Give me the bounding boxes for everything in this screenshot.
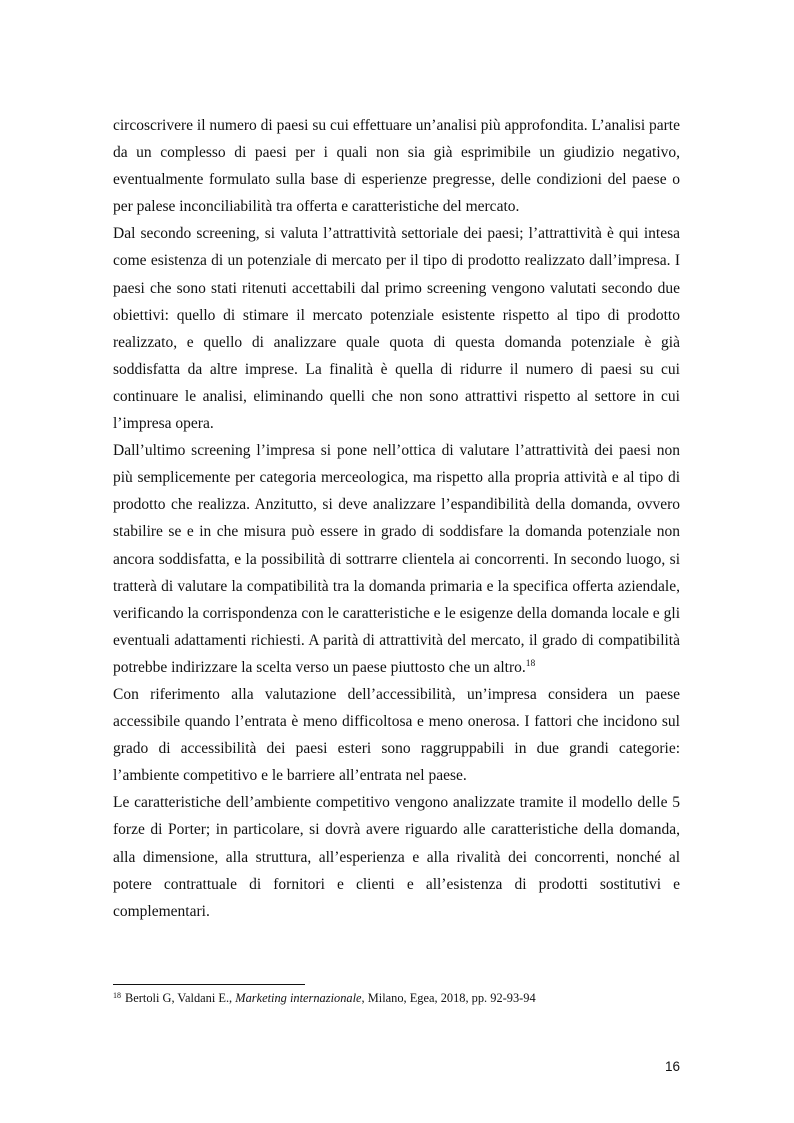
footnote-publication: , Milano, Egea, 2018, pp. 92-93-94 [361,991,536,1005]
paragraph-3-text: Dall’ultimo screening l’impresa si pone nell’ottica di valutare l’attrattività dei paesi non più semplicemente per categoria merceologica, ma rispetto alla propria attività e al tipo di prodotto che realizza. Anzitutto, si deve analizzare l’espandibilità della domanda, ovvero stabilire se e in che misura può essere in grado di soddisfare la domanda potenziale non ancora soddisfatta, e la possibilità di sottrarre clientela ai concorrenti. In secondo luogo, si tratterà di valutare la compatibilità tra la domanda primaria e la specifica offerta aziendale, verificando la corrispondenza con le caratteristiche e le esigenze della domanda locale e gli eventuali adattamenti richiesti. A parità di attrattività del mercato, il grado di compatibilità potrebbe indirizzare la scelta verso un paese piuttosto che un altro. [113,442,680,676]
footnote-title: Marketing internazionale [235,991,362,1005]
footnote-authors: Bertoli G, Valdani E., [125,991,236,1005]
footnote [113,991,680,1006]
paragraph-5: Le caratteristiche dell’ambiente competitivo vengono analizzate tramite il modello delle 5 forze di Porter; in particolare, si dovrà avere riguardo alle caratteristiche della domanda, alla dimensione, alla struttura, all’esperienza e alla rivalità dei concorrenti, nonché al potere contrattuale di fornitori e clienti e all’esistenza di prodotti sostitutivi e complementari. [113,794,680,920]
paragraph-4: Con riferimento alla valutazione dell’accessibilità, un’impresa considera un paese accessibile quando l’entrata è meno difficoltosa e meno onerosa. I fattori che incidono sul grado di accessibilità dei paesi esteri sono raggruppabili in due grandi categorie: l’ambiente competitivo e le barriere all’entrata nel paese. [113,685,680,785]
paragraph-2: Dal secondo screening, si valuta l’attrattività settoriale dei paesi; l’attrattività è qui intesa come esistenza di un potenziale di mercato per il tipo di prodotto realizzato dall’impresa. I paesi che sono stati ritenuti accettabili dal primo screening vengono valutati secondo due obiettivi: quello di stimare il mercato potenziale esistente rispetto al tipo di prodotto realizzato, e quello di analizzare quale quota di questa domanda potenziale è già soddisfatta da altre imprese. La finalità è quella di ridurre il numero di paesi su cui continuare le analisi, eliminando quelli che non sono attrattivi rispetto al settore in cui l’impresa opera. [113,225,680,433]
footnote-separator [113,984,305,985]
page-number: 16 [664,1059,680,1074]
paragraph-1: circoscrivere il numero di paesi su cui effettuare un’analisi più approfondita. L’analisi parte da un complesso di paesi per i quali non sia già esprimibile un giudizio negativo, eventualmente formulato sulla base di esperienze pregresse, delle condizioni del paese o per palese inconciliabilità tra offerta e caratteristiche del mercato. [113,117,680,216]
footnote-reference[interactable]: 18 [525,658,536,669]
paragraph-3 [113,437,680,681]
body-text [113,112,680,925]
footnote-number: 18 [113,991,121,1000]
